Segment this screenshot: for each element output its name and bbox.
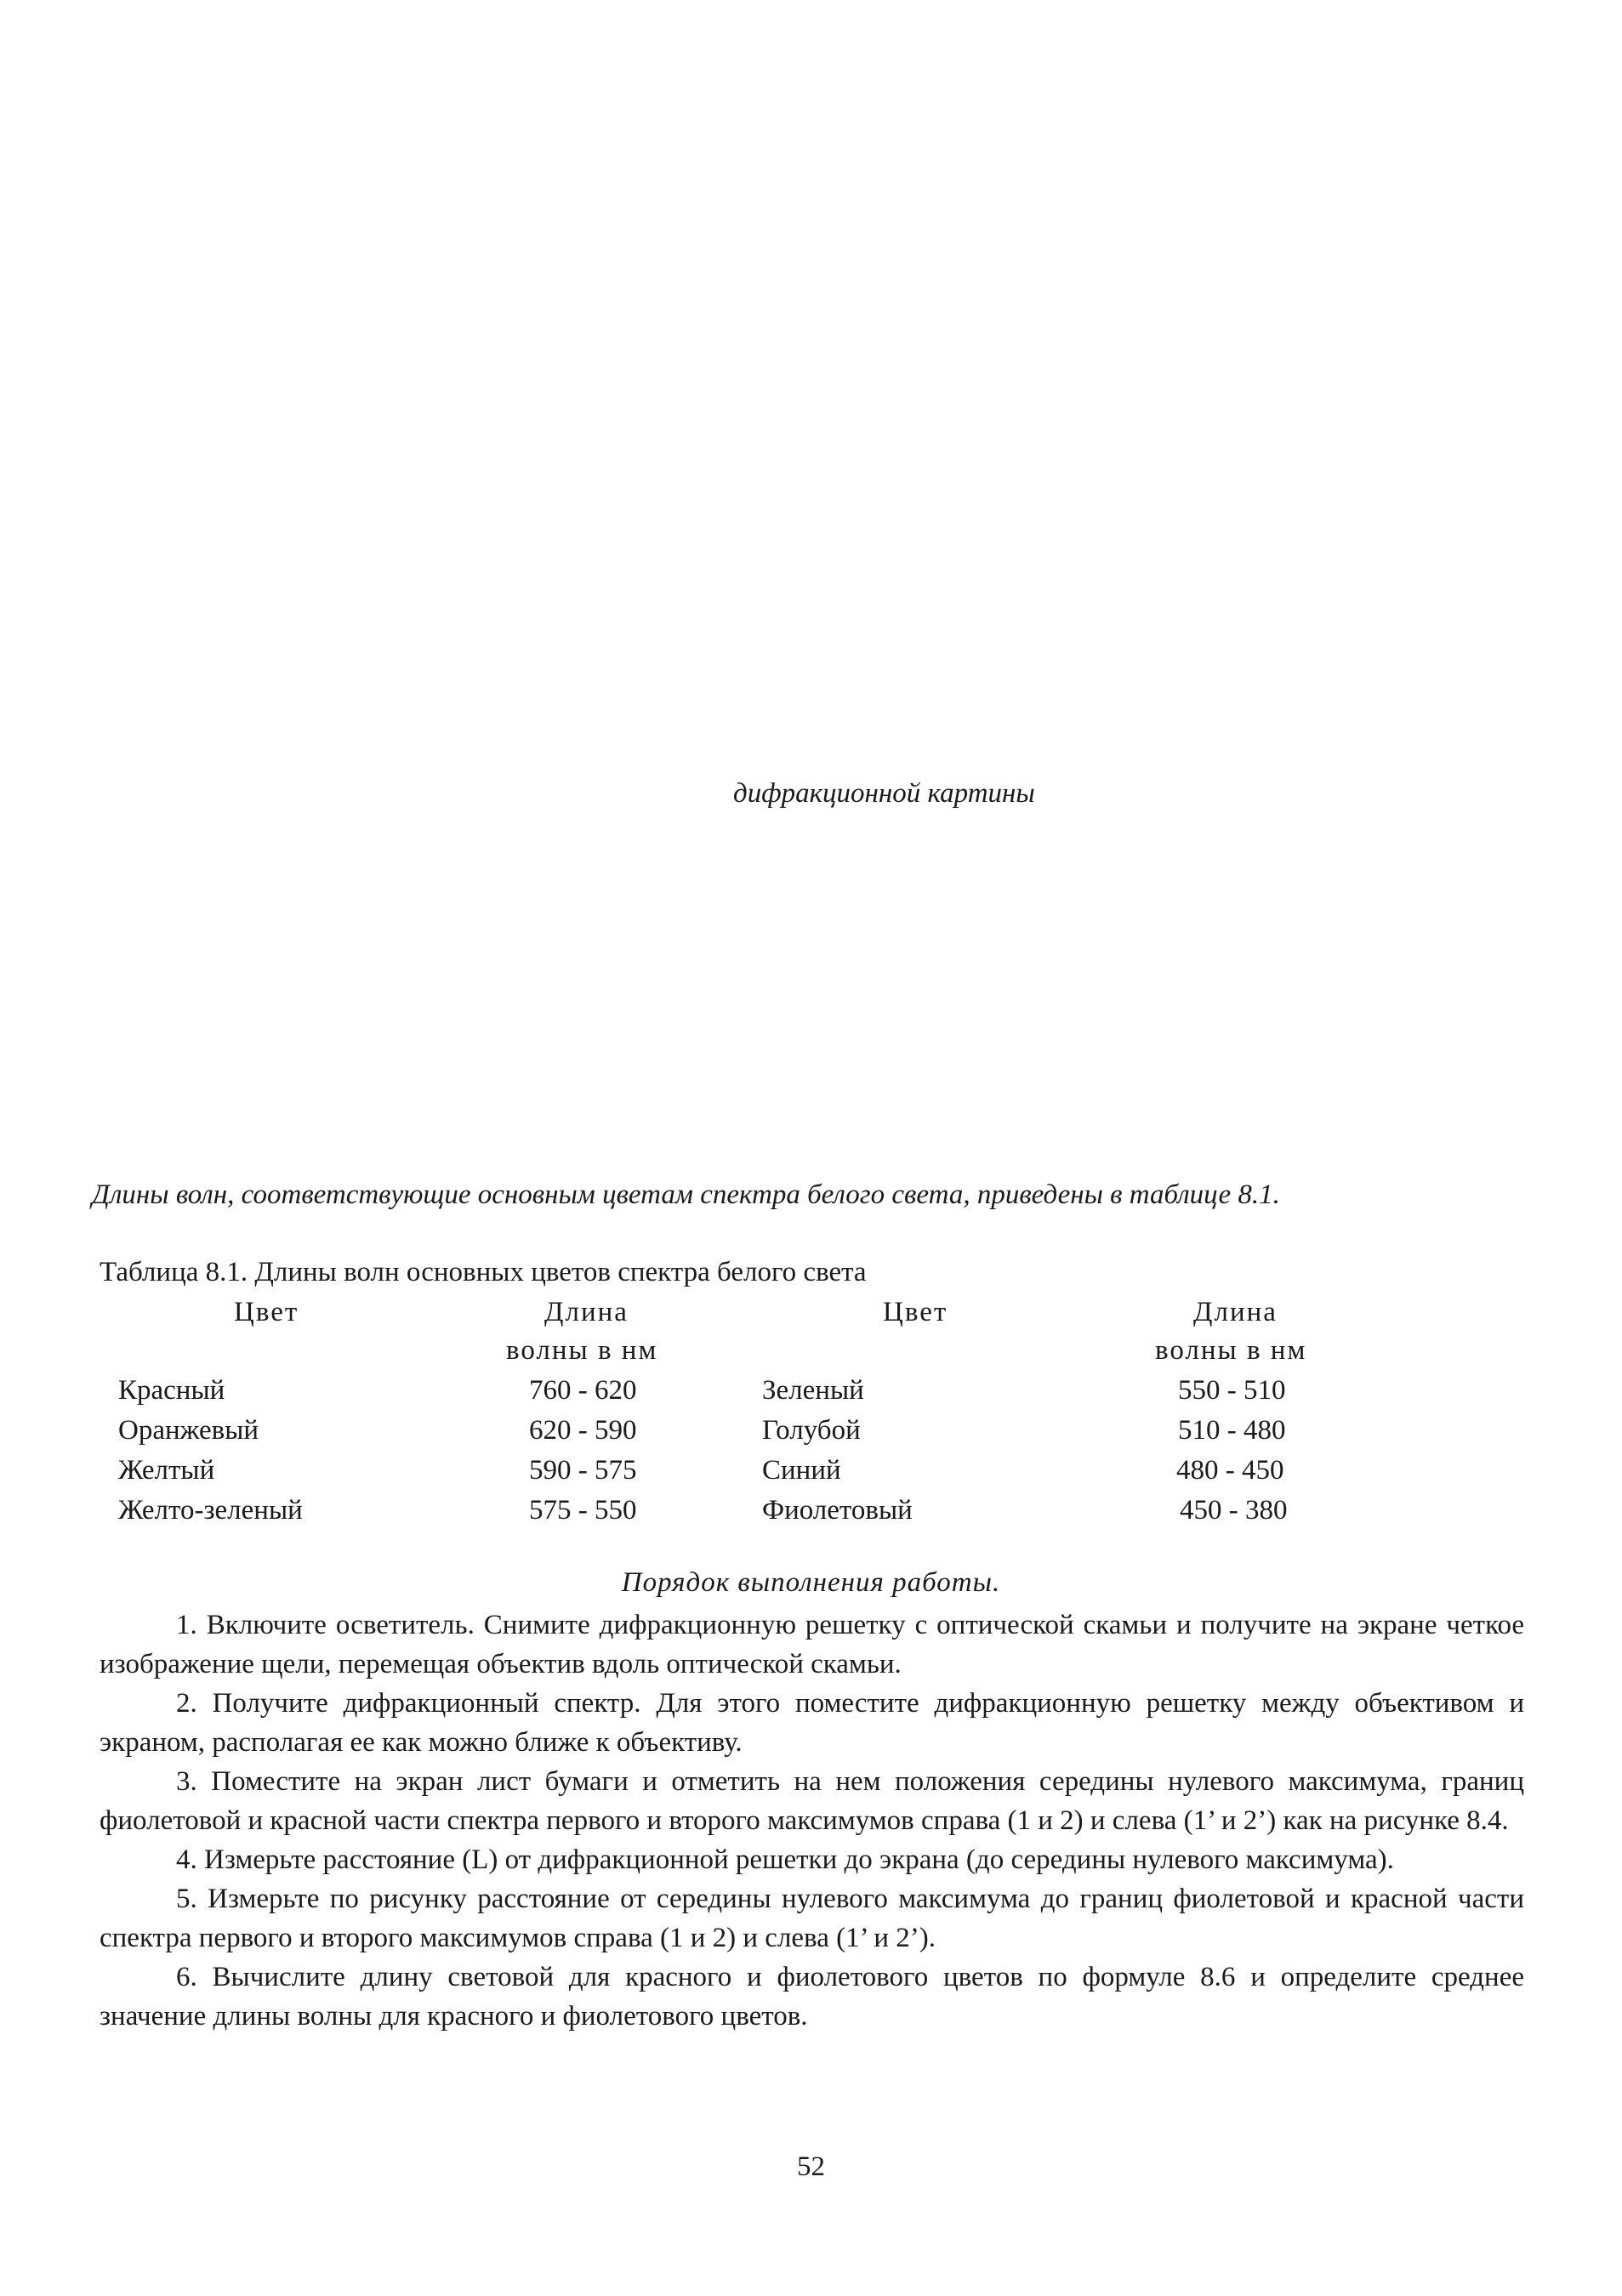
procedure-step: 6. Вычислите длину световой для красного и фиолетового цветов по формуле 8.6 и определите среднее значение длины волны для красного и фиолетового цветов. — [100, 1962, 1524, 2032]
table-cell-range: 760 - 620 — [529, 1375, 637, 1406]
table-header-color-left: Цвет — [234, 1297, 299, 1327]
procedure-step: 2. Получите дифракционный спектр. Для этого поместите дифракционную решетку между объективом и экраном, располагая ее как можно ближе к объективу. — [100, 1688, 1524, 1758]
table-header-color-right: Цвет — [883, 1297, 948, 1327]
table-title: Таблица 8.1. Длины волн основных цветов спектра белого света — [100, 1257, 867, 1287]
procedure-steps — [100, 1605, 1524, 2036]
table-cell-range: 450 - 380 — [1180, 1495, 1288, 1526]
table-cell-range: 575 - 550 — [529, 1495, 637, 1526]
procedure-step: 5. Измерьте по рисунку расстояние от середины нулевого максимума до границ фиолетовой и красной части спектра первого и второго максимумов справа (1 и 2) и слева (1’ и 2’). — [100, 1884, 1524, 1953]
table-header-wavelength-left-1: Длина — [544, 1297, 629, 1327]
table-header-wavelength-right-2: волны в нм — [1155, 1335, 1307, 1366]
procedure-step: 1. Включите осветитель. Снимите дифракционную решетку с оптической скамьи и получите на экране четкое изображение щели, перемещая объектив вдоль оптической скамьи. — [100, 1610, 1524, 1679]
table-cell-range: 620 - 590 — [529, 1415, 637, 1446]
table-cell-color: Оранжевый — [118, 1415, 259, 1446]
table-cell-color: Желтый — [118, 1455, 215, 1486]
table-cell-color: Желто-зеленый — [118, 1495, 303, 1526]
page-number: 52 — [797, 2151, 825, 2182]
table-header-wavelength-right-1: Длина — [1193, 1297, 1278, 1327]
table-cell-color: Красный — [118, 1375, 225, 1406]
table-cell-color: Фиолетовый — [762, 1495, 913, 1526]
section-title: Порядок выполнения работы. — [621, 1567, 1001, 1598]
table-cell-color: Голубой — [762, 1415, 861, 1446]
table-cell-range: 510 - 480 — [1178, 1415, 1286, 1446]
table-cell-color: Синий — [762, 1455, 841, 1486]
figure-caption: дифракционной картины — [733, 778, 1035, 809]
intro-text: Длины волн, соответствующие основным цветам спектра белого света, приведены в таблице 8.1. — [92, 1179, 1280, 1210]
table-cell-range: 480 - 450 — [1176, 1455, 1284, 1486]
table-header-wavelength-left-2: волны в нм — [506, 1335, 658, 1366]
procedure-step: 4. Измерьте расстояние (L) от дифракционной решетки до экрана (до середины нулевого максимума). — [176, 1844, 1394, 1875]
table-cell-range: 590 - 575 — [529, 1455, 637, 1486]
table-cell-range: 550 - 510 — [1178, 1375, 1286, 1406]
procedure-step: 3. Поместите на экран лист бумаги и отметить на нем положения середины нулевого максимума, границ фиолетовой и красной части спектра первого и второго максимумов справа (1 и 2) и слева (1’ и 2’) как на рисунке 8.4. — [100, 1766, 1524, 1836]
table-cell-color: Зеленый — [762, 1375, 864, 1406]
